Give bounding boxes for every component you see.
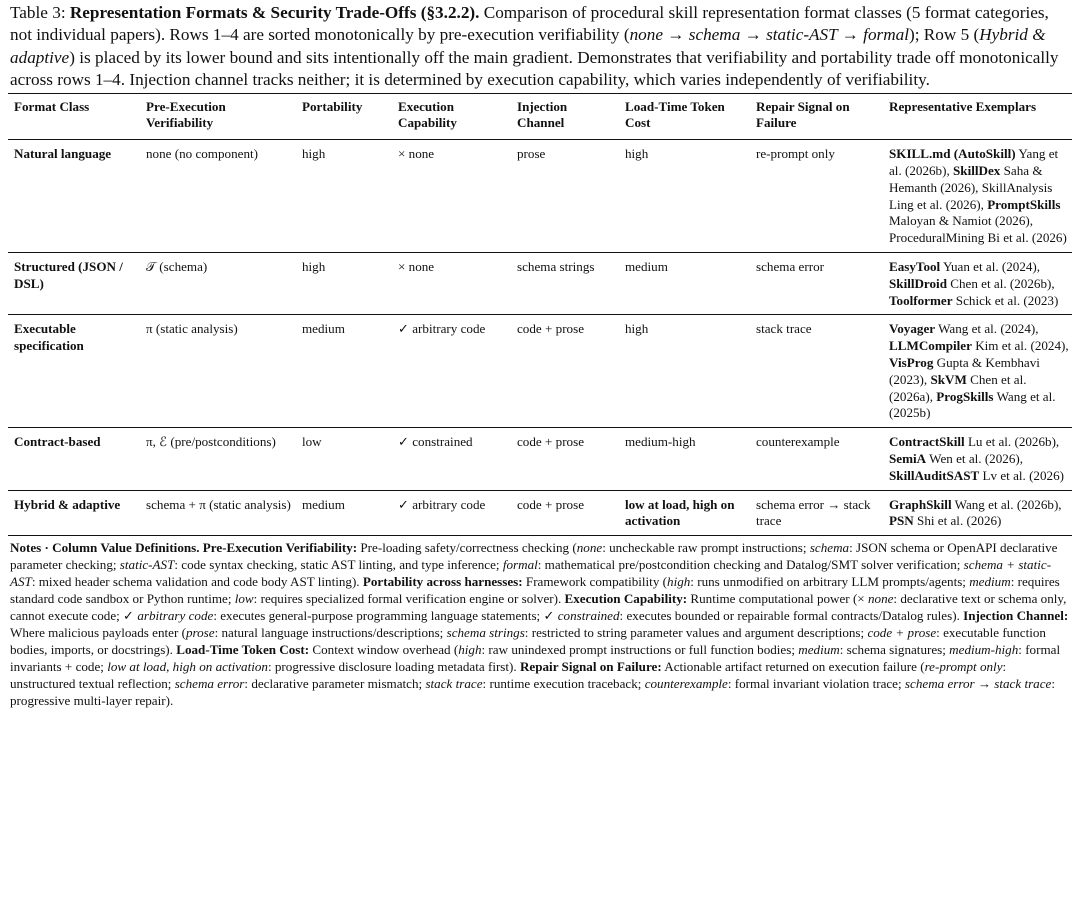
cell-execution: ✓ constrained	[398, 434, 473, 450]
cell-repair: schema error	[756, 259, 824, 274]
note-segment: medium-high	[949, 642, 1019, 658]
cell-token-cost: high	[625, 146, 649, 162]
note-segment: : restricted to string parameter values and argument descriptions;	[524, 625, 868, 641]
cell-execution: ✓ arbitrary code	[398, 321, 486, 337]
note-segment: low at load, high on activation	[107, 659, 268, 675]
cell-execution: × none	[398, 146, 435, 162]
cell-injection: code + prose	[517, 434, 585, 450]
note-segment: static-AST	[119, 557, 175, 573]
header-injection: Injection Channel	[517, 98, 568, 131]
note-segment: medium	[969, 574, 1011, 590]
note-segment: : mixed header schema validation and code body AST linting).	[31, 574, 363, 590]
note-segment: : JSON schema or OpenAPI declarative parameter checking;	[10, 540, 1058, 573]
cell-verifiability: π (static analysis)	[146, 321, 238, 337]
exemplar-name: ProgSkills	[936, 388, 994, 404]
note-segment: : requires specialized formal verification engine or solver).	[253, 591, 565, 607]
header-format-class: Format Class	[14, 98, 90, 114]
note-segment: schema	[809, 540, 850, 556]
exemplar-citation: SkillAnalysis Ling et al. (2026),	[889, 179, 1053, 212]
cell-format-class: Natural language	[14, 146, 112, 162]
note-segment: constrained	[557, 608, 620, 624]
table-row	[8, 490, 1072, 536]
note-segment: : runs unmodified on arbitrary LLM prompts/agents;	[690, 574, 970, 590]
cell-repair: re-prompt only	[756, 146, 835, 162]
note-segment: : executes general-purpose programming language statements; ✓	[213, 608, 558, 624]
exemplar-name: SkillDex	[953, 163, 1001, 179]
note-segment: : executes bounded or repairable formal contracts/Datalog rules).	[619, 608, 964, 624]
note-segment: : unstructured textual reflection;	[10, 659, 1007, 692]
note-segment: schema + static-AST	[10, 557, 1052, 590]
exemplar-citation: ProceduralMining Bi et al. (2026)	[889, 230, 1067, 246]
cell-exemplars	[883, 140, 1072, 253]
table-row	[8, 253, 1072, 315]
cell-injection: prose	[517, 146, 546, 162]
cell-portability: high	[302, 259, 326, 274]
caption-label: Table 3:	[10, 3, 66, 22]
header-execution: Execution Capability	[398, 98, 457, 131]
cell-format-class: Hybrid & adaptive	[14, 496, 121, 512]
exemplar-name: Voyager	[889, 321, 936, 337]
exemplar-citation: Chen et al. (2026b),	[950, 275, 1055, 291]
note-segment: Notes · Column Value Definitions. Pre-Execution Verifiability:	[10, 540, 358, 556]
exemplar-name: LLMCompiler	[889, 338, 972, 354]
exemplar-name: SkillDroid	[889, 275, 947, 291]
cell-repair: counterexample	[756, 434, 840, 450]
exemplar-citation: Wen et al. (2026),	[929, 450, 1023, 466]
note-segment: medium	[798, 642, 840, 658]
table-row	[8, 428, 1072, 490]
caption-text-3: ) is placed by its lower bound and sits intentionally off the main gradient. Demonstrates that verifiability and portability trade off monotonically across rows 1–4. Injection channel tracks neither; it is determined by execution capability, which varies independently of verifiability.	[10, 47, 1059, 90]
formats-table	[8, 93, 1072, 537]
cell-injection: code + prose	[517, 496, 585, 512]
cell-portability: medium	[302, 496, 345, 512]
cell-token-cost: low at load, high on activation	[625, 496, 735, 529]
note-segment: Execution Capability:	[564, 591, 688, 607]
exemplar-citation: Yang et al. (2026b),	[889, 146, 1059, 179]
caption-gradient: none → schema → static-AST → formal	[629, 25, 910, 45]
exemplar-citation: Saha & Hemanth (2026),	[889, 163, 1043, 195]
cell-token-cost: high	[625, 321, 649, 337]
cell-exemplars	[883, 490, 1072, 536]
cell-verifiability: none (no component)	[146, 146, 258, 162]
note-segment: Context window overhead (	[309, 642, 459, 658]
note-segment: stack trace	[425, 676, 483, 692]
exemplar-citation: Lv et al. (2026)	[982, 467, 1064, 483]
note-segment: schema strings	[446, 625, 525, 641]
note-segment: : uncheckable raw prompt instructions;	[602, 540, 810, 556]
table-notes	[10, 539, 1070, 709]
caption-title: Representation Formats & Security Trade-Offs (§3.2.2).	[69, 3, 480, 22]
cell-verifiability: schema + π (static analysis)	[146, 496, 291, 512]
exemplar-name: PSN	[889, 513, 914, 529]
exemplar-name: SKILL.md (AutoSkill)	[889, 146, 1016, 162]
exemplar-citation: Maloyan & Namiot (2026),	[889, 213, 1034, 229]
note-segment: arbitrary code	[137, 608, 214, 624]
caption-text-1: Comparison of procedural skill representation format classes (5 format categories, not individual papers). Rows 1–4 are sorted monotonically by pre-execution verifiability (	[10, 3, 1049, 45]
cell-portability: medium	[302, 321, 345, 337]
note-segment: high	[667, 574, 691, 590]
header-portability: Portability	[302, 98, 363, 114]
note-segment: : declarative text or schema only, cannot execute code; ✓	[10, 591, 1067, 624]
table-body	[8, 140, 1072, 536]
exemplar-name: PromptSkills	[987, 196, 1061, 212]
note-segment: Portability across harnesses:	[362, 574, 523, 590]
note-segment: : runtime execution traceback;	[482, 676, 645, 692]
exemplar-name: EasyTool	[889, 259, 941, 274]
note-segment: Framework compatibility (	[522, 574, 668, 590]
note-segment: formal	[502, 557, 538, 573]
cell-exemplars	[883, 253, 1072, 315]
exemplar-citation: Gupta & Kembhavi (2023),	[889, 354, 1040, 387]
exemplar-citation: Wang et al. (2026b),	[954, 496, 1062, 512]
exemplar-name: SkillAuditSAST	[889, 467, 980, 483]
note-segment: re-prompt only	[924, 659, 1003, 675]
note-segment: Injection Channel:	[963, 608, 1069, 624]
header-verifiability: Pre-Execution Verifiability	[146, 98, 226, 131]
table-caption	[10, 2, 1068, 92]
note-segment: : code syntax checking, static AST linting, and type inference;	[174, 557, 503, 573]
header-row	[8, 93, 1072, 140]
cell-repair: schema error → stack trace	[756, 496, 871, 529]
exemplar-citation: Lu et al. (2026b),	[967, 434, 1060, 450]
note-segment: Runtime computational power (×	[687, 591, 868, 607]
table-row	[8, 315, 1072, 428]
exemplar-citation: Wang et al. (2024),	[938, 321, 1039, 337]
note-segment: schema error → stack trace	[904, 676, 1052, 692]
note-segment: none	[576, 540, 603, 556]
exemplar-citation: Yuan et al. (2024),	[942, 259, 1041, 274]
paper-page	[8, 0, 1072, 709]
note-segment: : requires standard code sandbox or Python runtime;	[10, 574, 1060, 607]
header-token-cost: Load-Time Token Cost	[625, 98, 725, 131]
note-segment: Repair Signal on Failure:	[519, 659, 662, 675]
note-segment: low	[234, 591, 254, 607]
exemplar-citation: Wang et al. (2025b)	[889, 388, 1056, 421]
table-header	[8, 93, 1072, 140]
cell-token-cost: medium-high	[625, 434, 696, 450]
note-segment: Where malicious payloads enter (	[10, 625, 186, 641]
cell-execution: × none	[398, 259, 435, 274]
note-segment: high	[458, 642, 482, 658]
exemplar-name: SemiA	[889, 450, 927, 466]
exemplar-citation: Kim et al. (2024),	[975, 338, 1069, 354]
exemplar-name: Toolformer	[889, 292, 953, 308]
note-segment: Pre-loading safety/correctness checking (	[357, 540, 577, 556]
cell-exemplars	[883, 315, 1072, 428]
note-segment: : raw unindexed prompt instructions or full function bodies;	[481, 642, 799, 658]
cell-repair: stack trace	[756, 321, 812, 337]
cell-portability: high	[302, 146, 326, 162]
note-segment: : formal invariant violation trace;	[727, 676, 905, 692]
cell-injection: schema strings	[517, 259, 595, 274]
exemplar-name: SkVM	[930, 371, 967, 387]
cell-format-class: Contract-based	[14, 434, 101, 450]
cell-format-class: Executable specification	[14, 321, 84, 354]
table-row	[8, 140, 1072, 253]
note-segment: schema error	[174, 676, 245, 692]
note-segment: : schema signatures;	[839, 642, 950, 658]
exemplar-citation: Shi et al. (2026)	[917, 513, 1002, 529]
note-segment: : progressive disclosure loading metadata first).	[267, 659, 520, 675]
caption-hybrid: Hybrid & adaptive	[10, 25, 1046, 67]
note-segment: Load-Time Token Cost:	[176, 642, 310, 658]
exemplar-name: VisProg	[889, 354, 934, 370]
note-segment: Actionable artifact returned on execution failure (	[661, 659, 925, 675]
cell-verifiability: 𝒯 (schema)	[146, 259, 208, 274]
cell-injection: code + prose	[517, 321, 585, 337]
cell-execution: ✓ arbitrary code	[398, 496, 486, 512]
note-segment: : executable function bodies, imports, or docstrings).	[10, 625, 1046, 658]
exemplar-citation: Chen et al. (2026a),	[889, 371, 1027, 404]
cell-portability: low	[302, 434, 322, 450]
note-segment: : mathematical pre/postcondition checking and Datalog/SMT solver verification;	[537, 557, 964, 573]
exemplar-citation: Schick et al. (2023)	[955, 292, 1059, 308]
exemplar-name: ContractSkill	[889, 434, 965, 450]
cell-format-class: Structured (JSON / DSL)	[14, 259, 123, 291]
note-segment: counterexample	[644, 676, 728, 692]
cell-verifiability: π, ℰ (pre/postconditions)	[146, 434, 276, 450]
caption-text-2: ); Row 5 (	[909, 25, 980, 45]
note-segment: : declarative parameter mismatch;	[244, 676, 426, 692]
header-exemplars: Representative Exemplars	[889, 98, 1037, 114]
note-segment: code + prose	[867, 625, 937, 641]
note-segment: : progressive multi-layer repair).	[10, 676, 1055, 709]
note-segment: : formal invariants + code;	[10, 642, 1061, 675]
header-repair: Repair Signal on Failure	[756, 98, 850, 131]
exemplar-name: GraphSkill	[889, 496, 952, 512]
cell-exemplars	[883, 428, 1072, 490]
note-segment: : natural language instructions/descriptions;	[214, 625, 447, 641]
cell-token-cost: medium	[625, 259, 668, 274]
note-segment: prose	[185, 625, 215, 641]
note-segment: none	[867, 591, 894, 607]
